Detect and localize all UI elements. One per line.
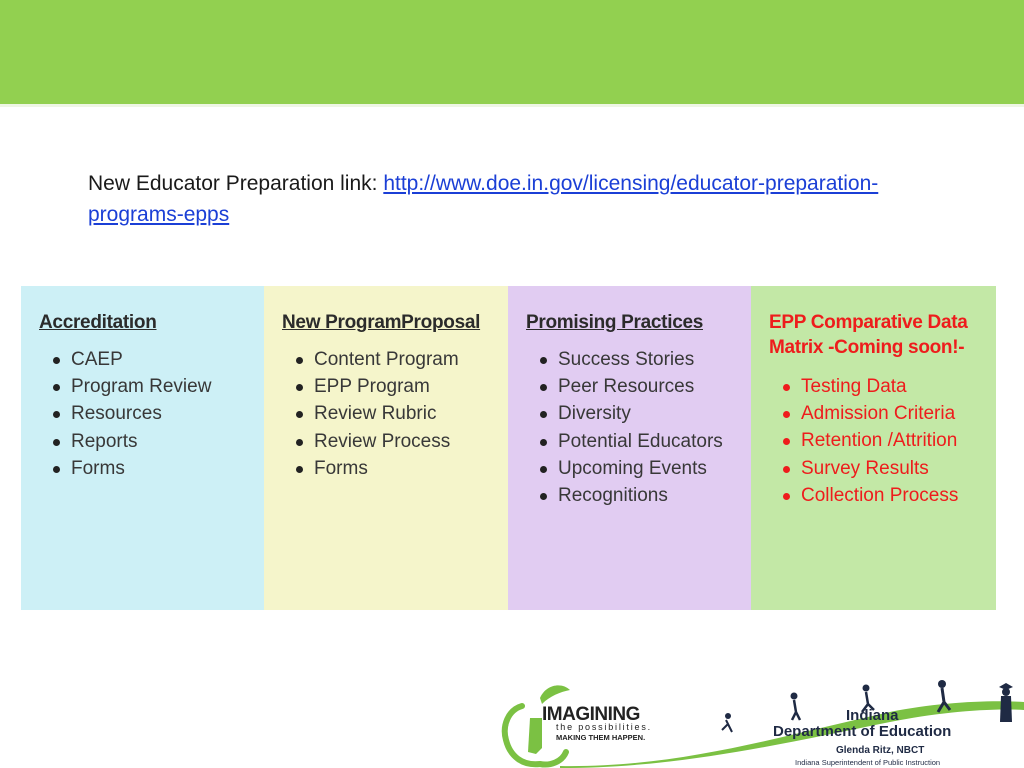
graduate-body-icon xyxy=(1000,696,1012,722)
panel-title: EPP Comparative Data Matrix -Coming soon!- xyxy=(769,312,968,358)
list-item[interactable]: Review Rubric xyxy=(282,400,490,427)
list-item[interactable]: Content Program xyxy=(282,346,490,373)
panel-epp-comparative-data xyxy=(751,286,996,610)
panel-new-program-proposal xyxy=(264,286,508,610)
indiana-shape-icon xyxy=(528,718,542,754)
figure-head-icon xyxy=(938,680,946,688)
list-item: Retention /Attrition xyxy=(769,427,978,454)
list-item[interactable]: Diversity xyxy=(526,400,733,427)
list-item[interactable]: Upcoming Events xyxy=(526,455,733,482)
graduate-cap-icon xyxy=(999,683,1013,690)
list-item[interactable]: Forms xyxy=(282,455,490,482)
header-bar xyxy=(0,0,1024,104)
list-item: Survey Results xyxy=(769,455,978,482)
list-item[interactable]: Resources xyxy=(39,400,246,427)
header-bar-edge xyxy=(0,104,1024,107)
panel-accreditation xyxy=(21,286,264,610)
list-item[interactable]: Review Process xyxy=(282,428,490,455)
figure-head-icon xyxy=(725,713,731,719)
panel-list xyxy=(769,373,978,509)
figure-head-icon xyxy=(791,693,798,700)
panel-title[interactable]: Accreditation xyxy=(39,312,157,333)
panel-list xyxy=(526,346,733,509)
list-item[interactable]: Peer Resources xyxy=(526,373,733,400)
list-item: Admission Criteria xyxy=(769,400,978,427)
apple-leaf-icon xyxy=(540,685,570,704)
list-item[interactable]: EPP Program xyxy=(282,373,490,400)
panel-title[interactable]: New ProgramProposal xyxy=(282,312,481,333)
list-item[interactable]: Reports xyxy=(39,428,246,455)
logo-tagline: the possibilities. xyxy=(556,722,652,732)
panel-list xyxy=(282,346,490,482)
list-item[interactable]: CAEP xyxy=(39,346,246,373)
superintendent-name: Glenda Ritz, NBCT xyxy=(836,745,925,756)
logo-subtagline: MAKING THEM HAPPEN. xyxy=(556,733,646,742)
logo-wordmark: IMAGINING xyxy=(542,704,640,725)
figure-body-icon xyxy=(792,700,800,720)
list-item[interactable]: Potential Educators xyxy=(526,428,733,455)
epp-link[interactable]: http://www.doe.in.gov/licensing/educator-preparation-programs-epps xyxy=(88,172,879,226)
superintendent-title: Indiana Superintendent of Public Instruction xyxy=(795,758,941,767)
info-panels xyxy=(21,286,996,610)
figure-head-icon xyxy=(863,685,870,692)
list-item[interactable]: Forms xyxy=(39,455,246,482)
intro-label: New Educator Preparation link: xyxy=(88,172,384,195)
dept-name-line2: Department of Education xyxy=(773,723,952,740)
list-item: Testing Data xyxy=(769,373,978,400)
intro-text xyxy=(88,168,948,230)
list-item[interactable]: Recognitions xyxy=(526,482,733,509)
list-item: Collection Process xyxy=(769,482,978,509)
dept-name-line1: Indiana xyxy=(846,707,899,724)
panel-title[interactable]: Promising Practices xyxy=(526,312,703,333)
list-item[interactable]: Success Stories xyxy=(526,346,733,373)
figure-body-icon xyxy=(722,720,732,732)
list-item[interactable]: Program Review xyxy=(39,373,246,400)
panel-list xyxy=(39,346,246,482)
panel-promising-practices xyxy=(508,286,751,610)
